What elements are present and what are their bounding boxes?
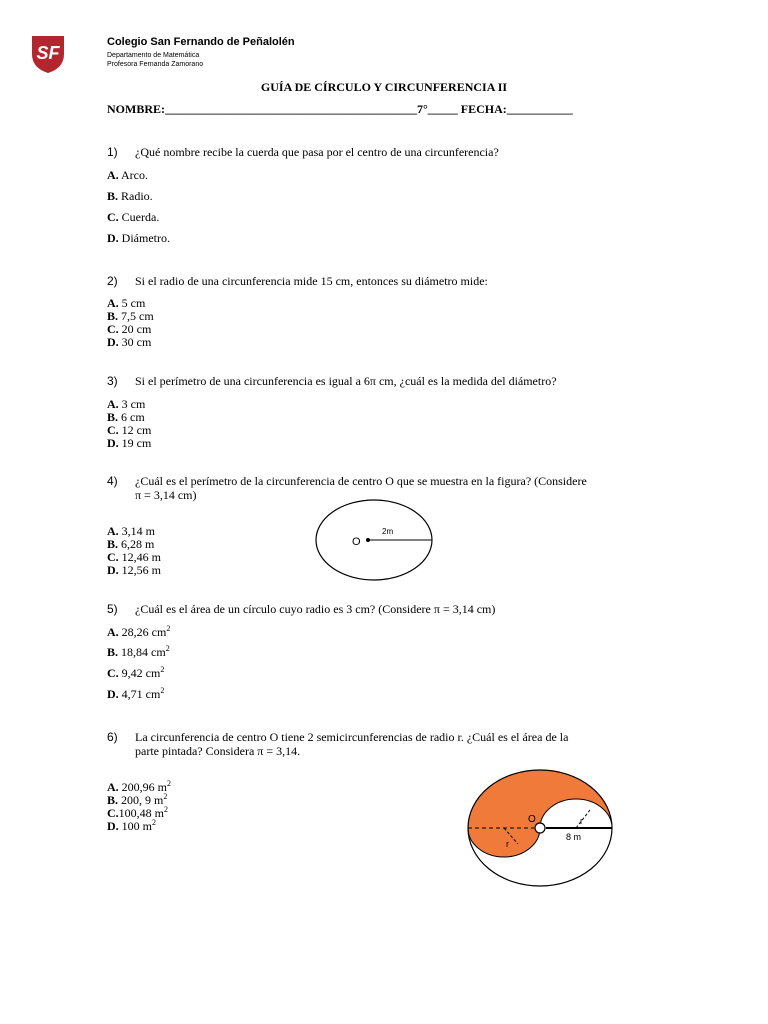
left-r-label: r — [506, 839, 509, 849]
question-text-line-1: ¿Cuál es el perímetro de la circunferencia de centro O que se muestra en la figura? (Considere — [135, 474, 587, 488]
right-r-label: r — [580, 816, 583, 826]
question-text-line-1: La circunferencia de centro O tiene 2 semicircunferencias de radio r. ¿Cuál es el área de la — [135, 730, 569, 744]
school-name: Colegio San Fernando de Peñalolén — [107, 36, 295, 48]
option-c: C. 12,46 m — [107, 550, 162, 564]
circle-figure — [312, 497, 436, 583]
logo-text: SF — [36, 43, 60, 63]
question-text-line-2: π = 3,14 cm) — [135, 488, 197, 502]
question-text: Si el perímetro de una circunferencia es igual a 6π cm, ¿cuál es la medida del diámetro? — [135, 374, 557, 388]
option-c: C. 20 cm — [107, 322, 152, 336]
option-a: A. Arco. — [107, 168, 148, 182]
question-text: ¿Qué nombre recibe la cuerda que pasa por el centro de una circunferencia? — [135, 145, 499, 159]
question-number: 2) — [107, 274, 118, 288]
option-a: A. 28,26 $cm^2$ — [107, 624, 171, 639]
question-number: 5) — [107, 602, 118, 616]
option-c: C. Cuerda. — [107, 210, 160, 224]
school-logo — [30, 32, 66, 74]
option-b: B. 18,84 $cm^2$ — [107, 644, 170, 659]
option-b: B. 200, 9 $m^2$ — [107, 792, 168, 807]
question-text: Si el radio de una circunferencia mide 15 cm, entonces su diámetro mide: — [135, 274, 488, 288]
question-text: ¿Cuál es el área de un círculo cuyo radio es 3 cm? (Considere π = 3,14 cm) — [135, 602, 496, 616]
question-number: 4) — [107, 474, 118, 488]
yin-yang-figure — [462, 766, 618, 890]
student-info-line: NOMBRE:__________________________________________7°_____ FECHA:___________ — [107, 102, 573, 116]
center-label: O — [528, 814, 536, 825]
length-label: 8 m — [566, 832, 582, 842]
option-b: B. Radio. — [107, 189, 153, 203]
option-a: A. 3 cm — [107, 397, 146, 411]
option-a: A. 5 cm — [107, 296, 146, 310]
option-b: B. 6,28 m — [107, 537, 155, 551]
option-d: D. 30 cm — [107, 335, 152, 349]
department-info — [107, 51, 203, 69]
option-b: B. 6 cm — [107, 410, 145, 424]
option-d: D. Diámetro. — [107, 231, 170, 245]
option-c: C. 12 cm — [107, 423, 152, 437]
center-point — [535, 823, 545, 833]
option-b: B. 7,5 cm — [107, 309, 154, 323]
option-d: D. 12,56 m — [107, 563, 162, 577]
question-number: 1) — [107, 145, 118, 159]
center-label: O — [352, 536, 361, 548]
page-title: GUÍA DE CÍRCULO Y CIRCUNFERENCIA II — [260, 80, 508, 94]
radius-label: 2m — [382, 527, 394, 536]
teacher-name: Profesora Fernanda Zamorano — [107, 61, 204, 68]
option-a: A. 200,96 $m^2$ — [107, 779, 172, 794]
option-a: A. 3,14 m — [107, 524, 156, 538]
question-number: 6) — [107, 730, 118, 744]
option-c: C.100,48 $m^2$ — [107, 805, 169, 820]
department-name: Departamento de Matemática — [107, 52, 200, 59]
option-d: D. 19 cm — [107, 436, 152, 450]
option-d: D. 4,71 $cm^2$ — [107, 686, 165, 701]
question-number: 3) — [107, 374, 118, 388]
option-c: C. 9,42 $cm^2$ — [107, 665, 165, 680]
question-text-line-2: parte pintada? Considera π = 3,14. — [135, 744, 301, 758]
option-d: D. 100 $m^2$ — [107, 818, 157, 833]
